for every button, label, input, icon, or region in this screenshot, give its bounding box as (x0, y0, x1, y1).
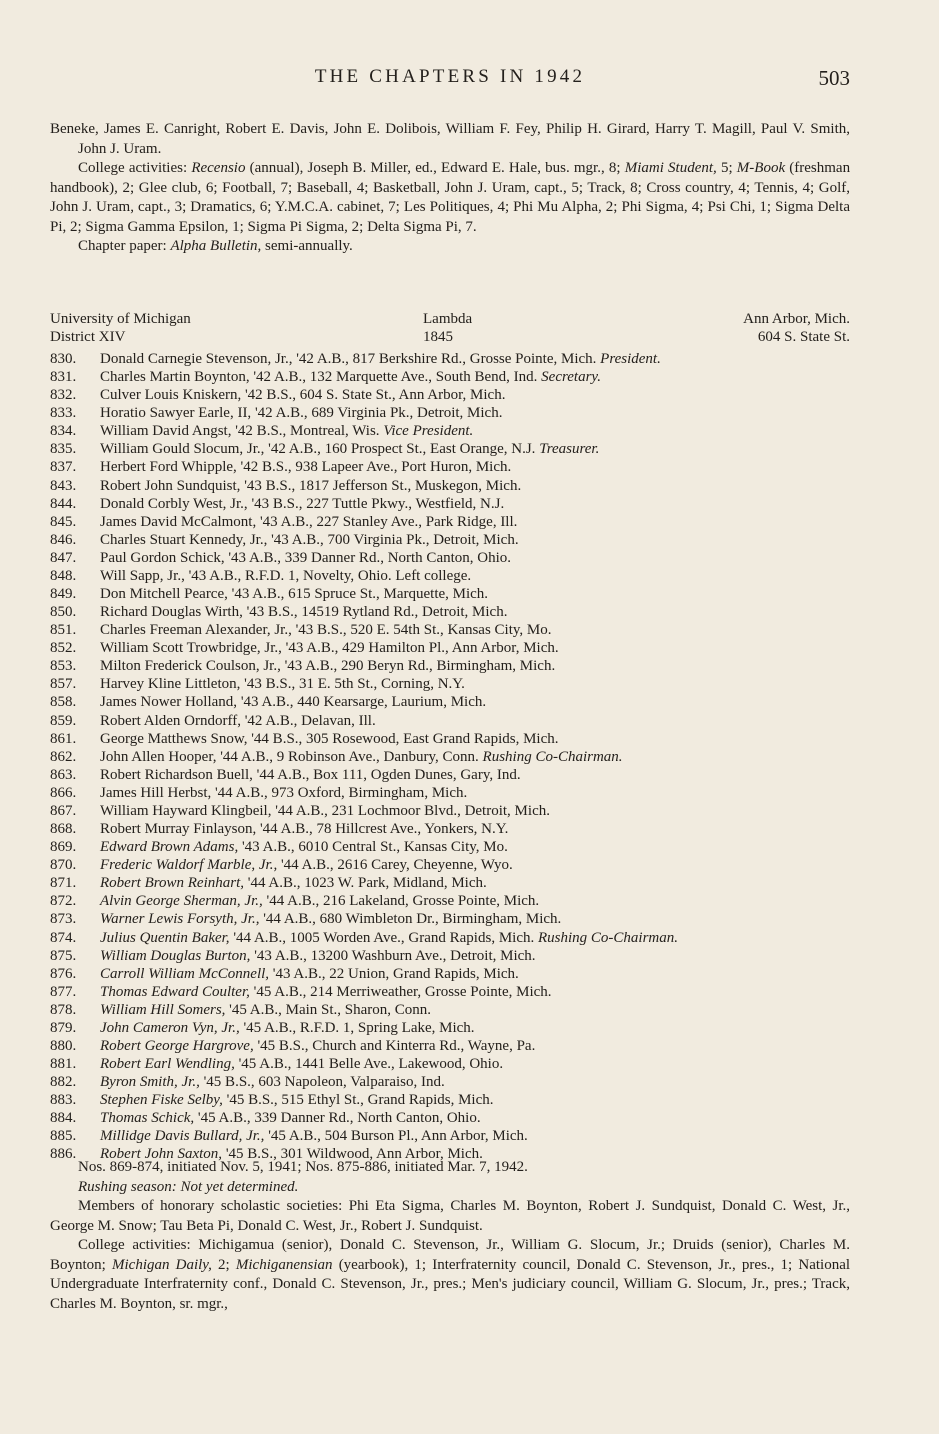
member-detail: '42 A.B., 160 Prospect St., East Orange, N.J. (268, 441, 536, 458)
member-entry (50, 947, 850, 965)
member-office: Rushing Co-Chairman. (537, 929, 678, 946)
member-name: William Hill Somers, (100, 1001, 226, 1018)
member-name: Harvey Kline Littleton, (100, 676, 241, 693)
member-detail: '43 B.S., 31 E. 5th St., Corning, N.Y. (244, 676, 465, 693)
member-detail: '42 A.B., 689 Virginia Pk., Detroit, Mich. (254, 405, 503, 422)
member-detail: '44 A.B., 216 Lakeland, Grosse Pointe, Mich. (266, 893, 540, 910)
member-office: Rushing Co-Chairman. (482, 748, 623, 765)
recensio-title: Recensio (191, 160, 246, 176)
member-number: 871. (50, 875, 77, 892)
member-name: Donald Corbly West, Jr., (100, 495, 248, 512)
member-name: Charles Stuart Kennedy, Jr., (100, 531, 268, 548)
member-number: 830. (50, 351, 77, 367)
activities-part-3: (yearbook), 1; Interfraternity council, Donald C. Stevenson, Jr., pres., 1; National Undergraduate Interfraternity conf., Donald C. Stevenson, Jr., pres.; Men's judiciary council, William G. Slocum, Jr., pres.; Track, Charles M. Boynton, sr. mgr., (50, 1256, 851, 1312)
member-number: 875. (50, 947, 77, 964)
activities-part-1: Michigamua (senior), Donald C. Stevenson, Jr., William G. Slocum, Jr.; Druids (senior), Charles M. Boynton; (50, 1237, 850, 1273)
member-detail: '44 A.B., Box 111, Ogden Dunes, Gary, Ind. (256, 766, 521, 783)
chapter-address: 604 S. State St. (757, 329, 850, 345)
activities-label: College activities: (78, 1237, 191, 1253)
michiganensian-title: Michiganensian (235, 1256, 333, 1273)
member-entry (50, 458, 850, 476)
member-entry (50, 513, 850, 531)
member-number: 847. (50, 549, 77, 566)
member-number: 867. (50, 802, 77, 819)
member-name: Thomas Schick, (100, 1110, 195, 1127)
member-number: 833. (50, 405, 77, 422)
member-detail: '43 A.B., 429 Hamilton Pl., Ann Arbor, Mich. (285, 640, 559, 657)
member-name: James Hill Herbst, (100, 784, 212, 801)
members-list-paragraph: Beneke, James E. Canright, Robert E. Davis, John E. Dolibois, William F. Fey, Philip H. Girard, Harry T. Magill, Paul V. Smith, John J. Uram. (50, 121, 850, 157)
member-name: Alvin George Sherman, Jr., (100, 893, 263, 910)
chapter-paper-paragraph (50, 237, 850, 257)
member-entry (50, 495, 850, 513)
member-detail: '42 B.S., Montreal, Wis. (235, 423, 380, 440)
member-entry (50, 965, 850, 983)
member-name: Will Sapp, Jr., (100, 567, 185, 584)
member-entry (50, 802, 850, 820)
member-detail: '45 B.S., 515 Ethyl St., Grand Rapids, Mich. (226, 1092, 494, 1109)
chapter-paper-frequency: semi-annually. (265, 238, 353, 254)
member-detail: '42 B.S., 938 Lapeer Ave., Port Huron, Mich. (240, 459, 512, 476)
member-name: Charles Martin Boynton, (100, 369, 250, 386)
member-number: 831. (50, 369, 77, 386)
prior-chapter-section (50, 120, 850, 257)
member-name: Robert Richardson Buell, (100, 766, 253, 783)
member-entry (50, 1019, 850, 1037)
university-name: University of Michigan (50, 311, 191, 327)
member-detail: '45 A.B., Main St., Sharon, Conn. (229, 1001, 432, 1018)
member-number: 859. (50, 712, 77, 729)
member-number: 852. (50, 640, 77, 657)
member-number: 877. (50, 983, 77, 1000)
member-number: 845. (50, 513, 77, 530)
member-number: 851. (50, 622, 77, 639)
member-number: 832. (50, 387, 77, 404)
member-entry (50, 693, 850, 711)
member-entry (50, 368, 850, 386)
member-name: William Hayward Klingbeil, (100, 802, 272, 819)
member-detail: '44 A.B., 1023 W. Park, Midland, Mich. (247, 875, 487, 892)
miami-student-title: Miami Student, (624, 160, 717, 176)
college-activities-paragraph (50, 159, 850, 237)
member-number: 844. (50, 495, 77, 512)
member-number: 869. (50, 839, 77, 856)
member-detail: '42 A.B., 132 Marquette Ave., South Bend, Ind. (253, 369, 538, 386)
member-detail: '43 A.B., 440 Kearsarge, Laurium, Mich. (240, 694, 487, 711)
member-number: 862. (50, 748, 77, 765)
member-entry (50, 1001, 850, 1019)
activities-text-3: (freshman handbook), 2; Glee club, 6; Football, 7; Baseball, 4; Basketball, John J. Uram, capt., 5; Track, 8; Cross country, 4; Tennis, 4; Golf, John J. Uram, capt., 3; Dramatics, 6; Y.M.C.A. cabinet, 7; Les Politiques, 4; Phi Mu Alpha, 2; Phi Sigma, 4; Psi Chi, 1; Sigma Delta Pi, 2; Sigma Gamma Epsilon, 1; Sigma Pi Sigma, 2; Delta Sigma Pi, 7. (50, 160, 851, 235)
member-detail: '43 A.B., R.F.D. 1, Novelty, Ohio. Left college. (188, 567, 472, 584)
member-number: 886. (50, 1146, 77, 1163)
member-number: 846. (50, 531, 77, 548)
member-name: Julius Quentin Baker, (100, 929, 230, 946)
member-entry (50, 1055, 850, 1073)
chapter-city: Ann Arbor, Mich. (743, 311, 850, 327)
member-name: Richard Douglas Wirth, (100, 604, 243, 621)
member-name: Thomas Edward Coulter, (100, 983, 250, 1000)
member-name: Robert George Hargrove, (100, 1037, 254, 1054)
member-name: Byron Smith, Jr., (100, 1074, 200, 1091)
member-number: 884. (50, 1110, 77, 1127)
member-detail: '43 A.B., 615 Spruce St., Marquette, Mich. (231, 586, 489, 603)
college-activities-label: College activities: (78, 160, 188, 176)
member-number: 863. (50, 766, 77, 783)
member-name: James Nower Holland, (100, 694, 238, 711)
activities-text-2: 5; (720, 160, 733, 176)
member-number: 861. (50, 730, 77, 747)
district-label: District XIV (50, 329, 126, 345)
member-number: 873. (50, 911, 77, 928)
member-name: John Cameron Vyn, Jr., (100, 1019, 240, 1036)
member-entry (50, 350, 850, 368)
member-entry (50, 748, 850, 766)
member-name: Frederic Waldorf Marble, Jr., (100, 857, 278, 874)
member-detail: '43 B.S., 14519 Rytland Rd., Detroit, Mich. (246, 604, 508, 621)
chapter-paper-label: Chapter paper: (78, 238, 167, 254)
founded-year: 1845 (423, 329, 453, 345)
member-entry (50, 1037, 850, 1055)
member-name: Robert John Sundquist, (100, 477, 241, 494)
member-entry (50, 838, 850, 856)
member-name: Robert Earl Wendling, (100, 1056, 235, 1073)
member-name: Edward Brown Adams, (100, 839, 239, 856)
member-detail: '43 B.S., 227 Tuttle Pkwy., Westfield, N.J. (251, 495, 505, 512)
page-number: 503 (818, 66, 850, 90)
member-detail: '45 B.S., Church and Kinterra Rd., Wayne, Pa. (257, 1037, 536, 1054)
member-number: 837. (50, 459, 77, 476)
member-name: Carroll William McConnell, (100, 965, 270, 982)
chapter-name: Lambda (423, 311, 473, 327)
member-entry (50, 1091, 850, 1109)
member-entry (50, 477, 850, 495)
member-number: 868. (50, 821, 77, 838)
member-detail: '44 A.B., 973 Oxford, Birmingham, Mich. (214, 784, 468, 801)
member-detail: '45 A.B., 214 Merriweather, Grosse Pointe, Mich. (253, 983, 552, 1000)
honorary-societies-note: Members of honorary scholastic societies: Phi Eta Sigma, Charles M. Boynton, Robert J. Sundquist, Donald C. West, Jr., George M. Snow; Tau Beta Pi, Donald C. West, Jr., Robert J. Sundquist. (50, 1198, 850, 1234)
member-number: 850. (50, 604, 77, 621)
member-name: Robert Murray Finlayson, (100, 821, 257, 838)
member-entry (50, 910, 850, 928)
member-entry (50, 585, 850, 603)
member-number: 881. (50, 1056, 77, 1073)
member-number: 879. (50, 1019, 77, 1036)
member-number: 835. (50, 441, 77, 458)
member-entry (50, 1109, 850, 1127)
member-number: 880. (50, 1037, 77, 1054)
member-detail: '45 B.S., 603 Napoleon, Valparaiso, Ind. (203, 1074, 445, 1091)
member-detail: '44 A.B., 78 Hillcrest Ave., Yonkers, N.Y. (259, 821, 509, 838)
member-entry (50, 1127, 850, 1145)
member-number: 882. (50, 1074, 77, 1091)
member-detail: '43 A.B., 700 Virginia Pk., Detroit, Mich. (271, 531, 519, 548)
member-entry (50, 531, 850, 549)
member-name: William Scott Trowbridge, Jr., (100, 640, 282, 657)
member-entry (50, 657, 850, 675)
chapter-notes (50, 1158, 850, 1314)
member-detail: '44 A.B., 1005 Worden Ave., Grand Rapids, Mich. (233, 929, 535, 946)
initiation-note: Nos. 869-874, initiated Nov. 5, 1941; Nos. 875-886, initiated Mar. 7, 1942. (78, 1159, 528, 1175)
chapter-paper-name: Alpha Bulletin, (170, 238, 262, 254)
member-entry (50, 874, 850, 892)
member-name: Robert Brown Reinhart, (100, 875, 245, 892)
running-title: THE CHAPTERS IN 1942 (314, 66, 586, 87)
college-activities-note (50, 1236, 850, 1314)
member-name: Horatio Sawyer Earle, II, (100, 405, 252, 422)
member-number: 872. (50, 893, 77, 910)
michigan-daily-title: Michigan Daily, (112, 1256, 212, 1273)
member-number: 848. (50, 567, 77, 584)
member-name: Don Mitchell Pearce, (100, 586, 228, 603)
member-office: Secretary. (541, 369, 601, 386)
member-entry (50, 892, 850, 910)
member-name: Donald Carnegie Stevenson, Jr., (100, 351, 293, 367)
member-entry (50, 784, 850, 802)
member-entry (50, 730, 850, 748)
member-detail: '43 A.B., 339 Danner Rd., North Canton, Ohio. (228, 549, 512, 566)
activities-text-1: (annual), Joseph B. Miller, ed., Edward E. Hale, bus. mgr., 8; (249, 160, 621, 176)
member-entry (50, 929, 850, 947)
member-name: Millidge Davis Bullard, Jr., (100, 1128, 265, 1145)
member-detail: '43 B.S., 520 E. 54th St., Kansas City, Mo. (295, 622, 552, 639)
member-number: 849. (50, 586, 77, 603)
member-entry (50, 675, 850, 693)
member-entry (50, 549, 850, 567)
member-number: 883. (50, 1092, 77, 1109)
member-entry (50, 856, 850, 874)
member-number: 866. (50, 784, 77, 801)
member-number: 876. (50, 965, 77, 982)
member-detail: '45 A.B., 339 Danner Rd., North Canton, Ohio. (197, 1110, 481, 1127)
member-number: 878. (50, 1001, 77, 1018)
member-detail: '45 A.B., R.F.D. 1, Spring Lake, Mich. (243, 1019, 475, 1036)
member-name: George Matthews Snow, (100, 730, 248, 747)
member-name: Robert John Saxton, (100, 1146, 223, 1163)
member-detail: '45 A.B., 504 Burson Pl., Ann Arbor, Mich. (268, 1128, 528, 1145)
member-entry (50, 1073, 850, 1091)
member-detail: '42 A.B., 817 Berkshire Rd., Grosse Pointe, Mich. (296, 351, 597, 367)
member-name: William Gould Slocum, Jr., (100, 441, 265, 458)
member-detail: '43 B.S., 1817 Jefferson St., Muskegon, Mich. (244, 477, 522, 494)
member-name: James David McCalmont, (100, 513, 257, 530)
member-name: Culver Louis Kniskern, (100, 387, 242, 404)
member-roster (50, 350, 850, 1164)
member-name: Robert Alden Orndorff, (100, 712, 241, 729)
member-entry (50, 386, 850, 404)
member-office: President. (600, 351, 661, 367)
member-entry (50, 567, 850, 585)
member-number: 843. (50, 477, 77, 494)
member-name: John Allen Hooper, (100, 748, 217, 765)
member-name: Warner Lewis Forsyth, Jr., (100, 911, 260, 928)
member-entry (50, 603, 850, 621)
member-name: Stephen Fiske Selby, (100, 1092, 223, 1109)
page-header (50, 66, 850, 96)
member-name: William Douglas Burton, (100, 947, 251, 964)
member-detail: '45 B.S., 301 Wildwood, Ann Arbor, Mich. (225, 1146, 483, 1163)
member-detail: '44 A.B., 680 Wimbleton Dr., Birmingham, Mich. (263, 911, 562, 928)
member-number: 858. (50, 694, 77, 711)
member-entry (50, 820, 850, 838)
member-number: 870. (50, 857, 77, 874)
member-entry (50, 440, 850, 458)
member-detail: '44 A.B., 231 Lochmoor Blvd., Detroit, Mich. (275, 802, 550, 819)
member-number: 834. (50, 423, 77, 440)
member-name: Paul Gordon Schick, (100, 549, 225, 566)
member-entry (50, 712, 850, 730)
member-number: 853. (50, 658, 77, 675)
member-detail: '44 A.B., 2616 Carey, Cheyenne, Wyo. (280, 857, 513, 874)
member-entry (50, 639, 850, 657)
rushing-season-text: Rushing season: Not yet determined. (78, 1178, 299, 1195)
rushing-season-note (50, 1178, 850, 1198)
member-detail: '44 B.S., 305 Rosewood, East Grand Rapids, Mich. (251, 730, 559, 747)
member-name: Herbert Ford Whipple, (100, 459, 237, 476)
member-number: 874. (50, 929, 77, 946)
member-office: Treasurer. (539, 441, 600, 458)
member-entry (50, 422, 850, 440)
member-detail: '43 A.B., 22 Union, Grand Rapids, Mich. (272, 965, 519, 982)
member-detail: '43 A.B., 290 Beryn Rd., Birmingham, Mich. (284, 658, 556, 675)
activities-part-2: 2; (218, 1256, 230, 1273)
member-detail: '43 A.B., 13200 Washburn Ave., Detroit, Mich. (254, 947, 536, 964)
member-number: 885. (50, 1128, 77, 1145)
member-detail: '43 A.B., 6010 Central St., Kansas City, Mo. (241, 839, 508, 856)
member-detail: '42 B.S., 604 S. State St., Ann Arbor, Mich. (244, 387, 506, 404)
member-name: Milton Frederick Coulson, Jr., (100, 658, 281, 675)
member-entry (50, 404, 850, 422)
member-detail: '43 A.B., 227 Stanley Ave., Park Ridge, Ill. (259, 513, 518, 530)
member-entry (50, 766, 850, 784)
member-name: William David Angst, (100, 423, 232, 440)
member-detail: '42 A.B., Delavan, Ill. (244, 712, 376, 729)
chapter-heading (50, 310, 850, 350)
member-office: Vice President. (383, 423, 474, 440)
member-entry (50, 621, 850, 639)
m-book-title: M-Book (736, 160, 786, 176)
member-number: 857. (50, 676, 77, 693)
member-detail: '44 A.B., 9 Robinson Ave., Danbury, Conn. (220, 748, 479, 765)
member-entry (50, 983, 850, 1001)
member-detail: '45 A.B., 1441 Belle Ave., Lakewood, Ohio. (238, 1056, 504, 1073)
member-name: Charles Freeman Alexander, Jr., (100, 622, 292, 639)
